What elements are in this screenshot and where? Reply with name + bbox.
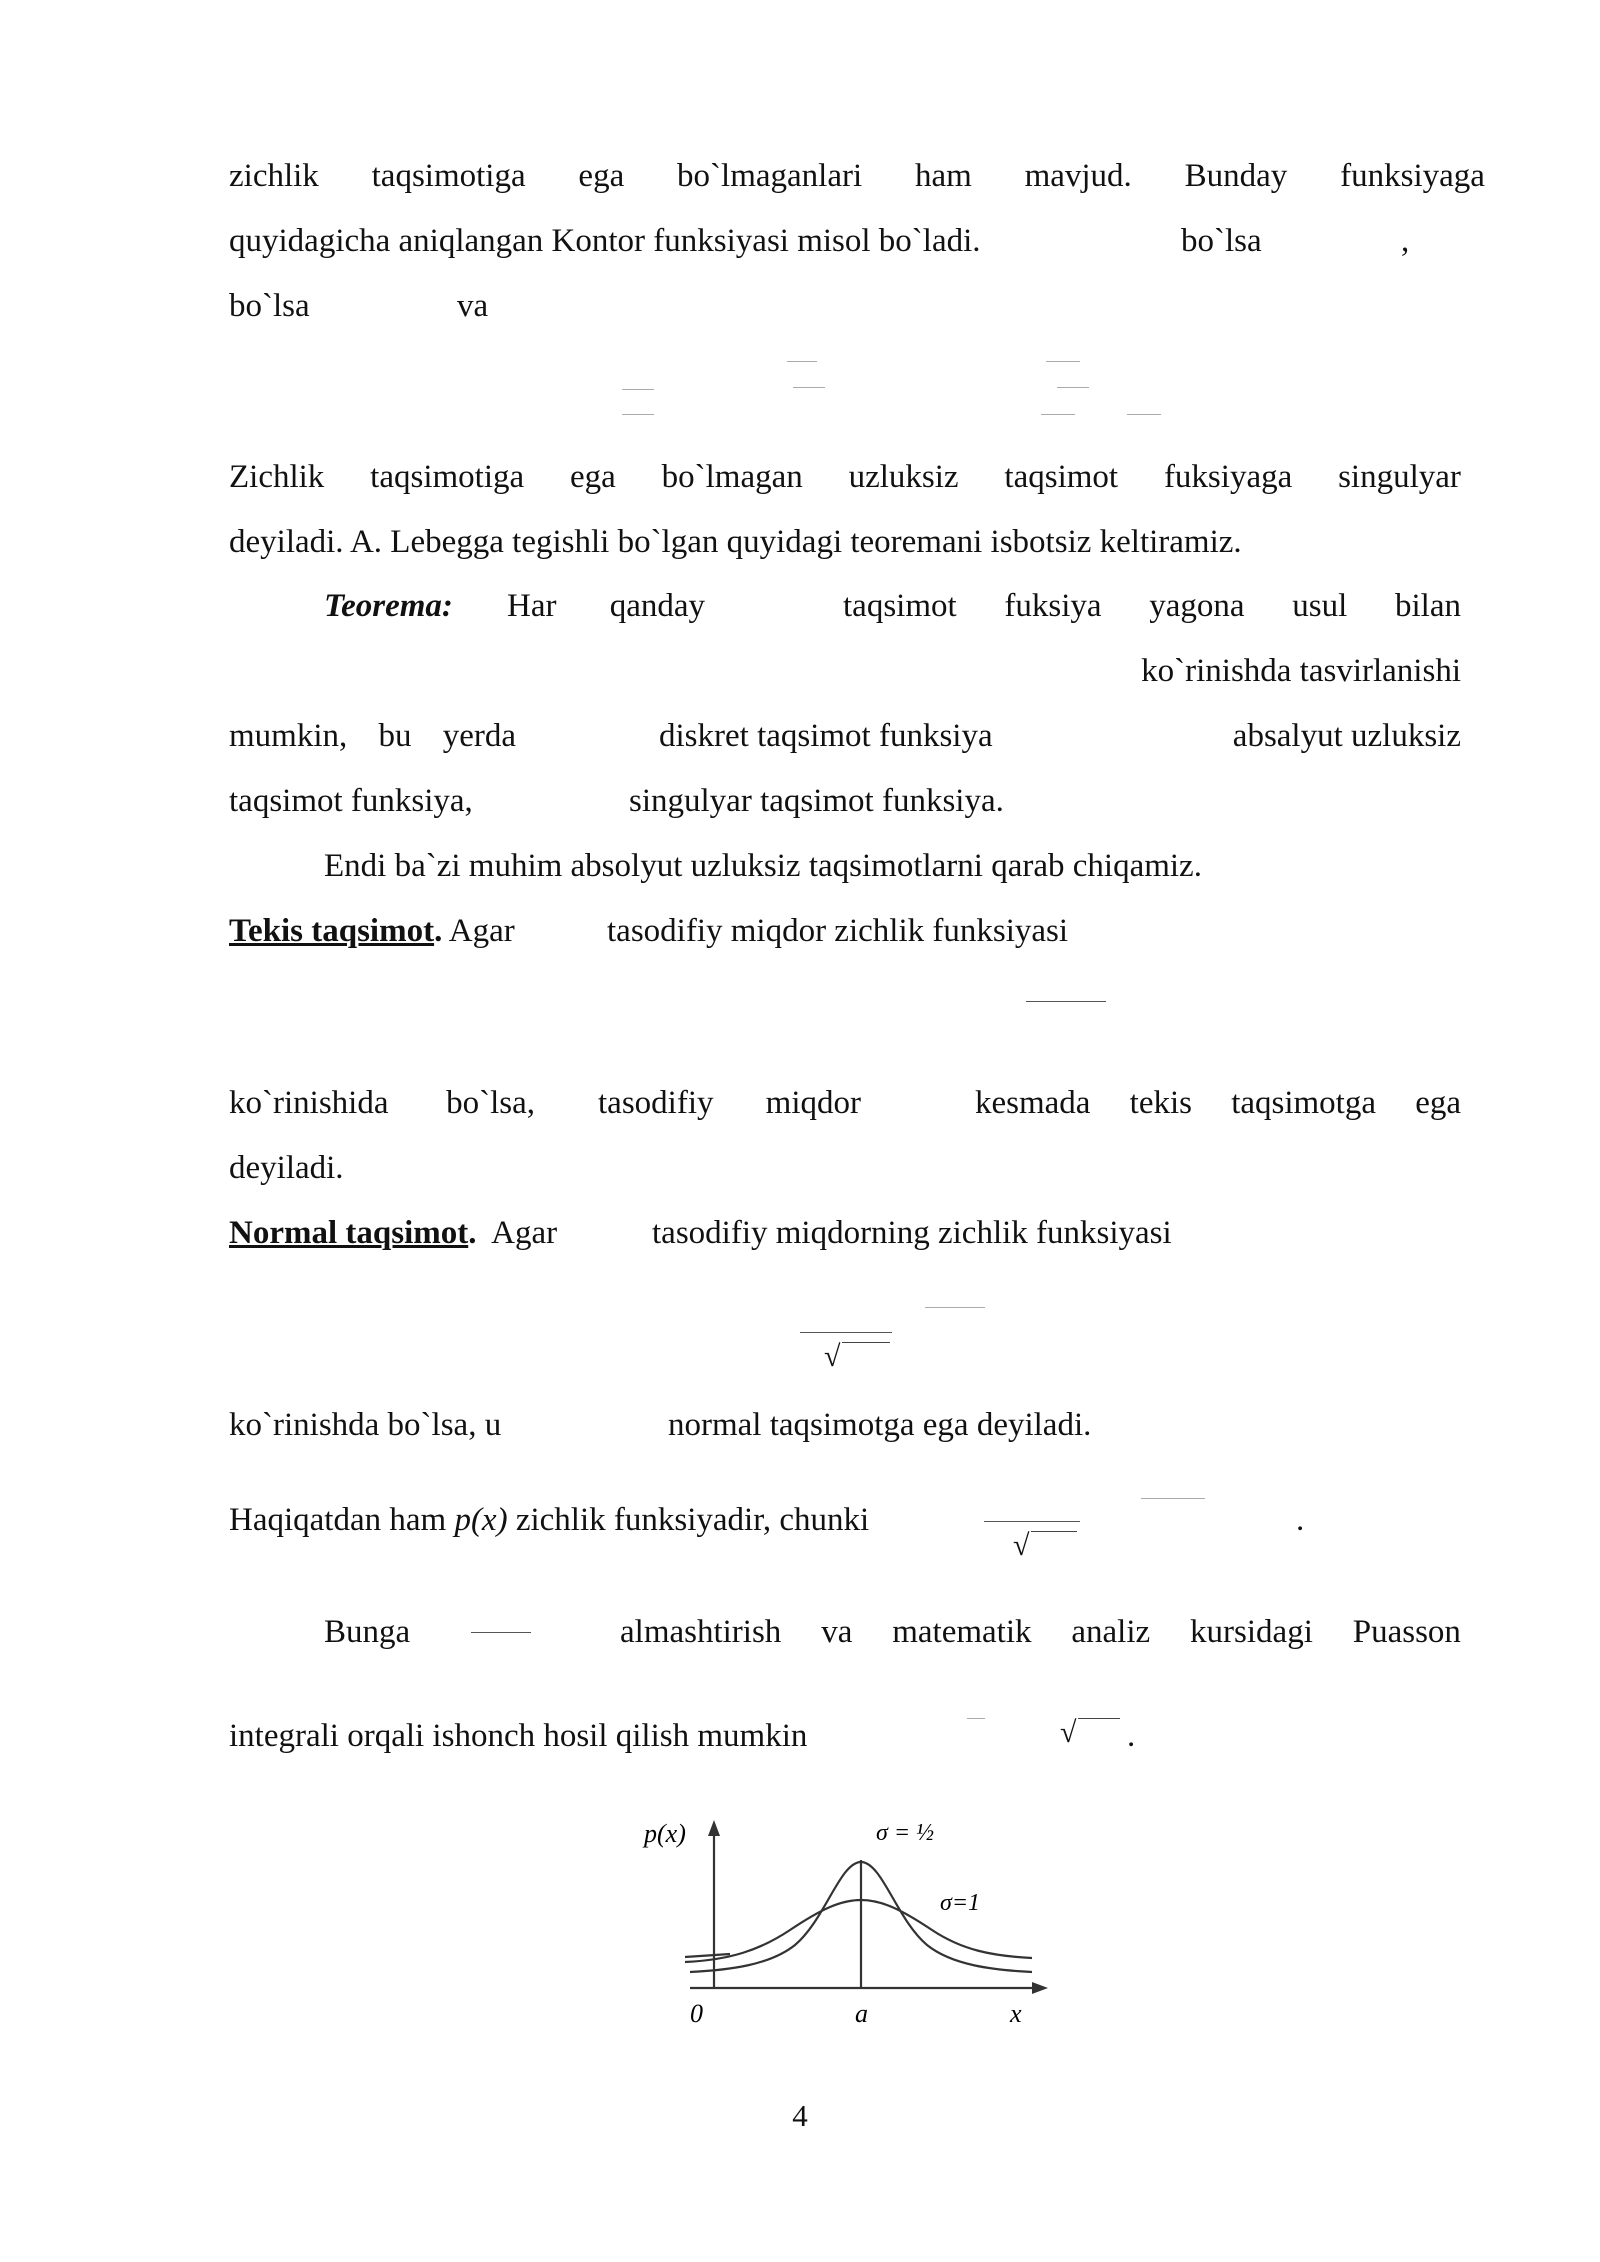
word: bo`lmaganlari	[677, 158, 863, 194]
word: bo`lmagan	[661, 459, 803, 495]
theorem-line4-b: singulyar taqsimot funksiya.	[629, 783, 1004, 819]
word: bo`lsa,	[446, 1085, 535, 1121]
page-number: 4	[792, 2098, 808, 2133]
word: usul	[1292, 588, 1348, 624]
normal-density-figure	[630, 1800, 1070, 2040]
proof-dot: .	[1296, 1502, 1305, 1538]
kontor-sentence: quyidagicha aniqlangan Kontor funksiyasi misol bo`ladi.	[229, 223, 981, 259]
heading-dot: .	[468, 1215, 477, 1251]
word: tekis	[1129, 1085, 1192, 1121]
uniform-text: tasodifiy miqdor zichlik funksiyasi	[607, 913, 1069, 949]
formula-fraction-bar	[622, 414, 654, 415]
uniform-line2-a	[229, 1083, 535, 1123]
word: almashtirish	[620, 1614, 782, 1650]
word: matematik	[892, 1614, 1032, 1650]
paragraph1-line1	[229, 156, 1485, 196]
word: zichlik	[229, 158, 319, 194]
word: kesmada	[975, 1085, 1091, 1121]
formula-fraction-bar	[1046, 361, 1080, 362]
theorem-line3-a	[229, 716, 516, 756]
va-text: va	[457, 288, 489, 324]
curve-sigma-half-label: σ = ½	[876, 1820, 935, 1846]
word: ega	[569, 459, 616, 495]
x-axis-arrow-icon	[1032, 1982, 1048, 1994]
formula-fraction-bar	[1057, 387, 1089, 388]
word: taqsimot	[1004, 459, 1119, 495]
uniform-heading-line	[229, 911, 515, 951]
substitution-fraction-bar	[471, 1632, 531, 1633]
word: Bunday	[1184, 158, 1288, 194]
word: taqsimotga	[1231, 1085, 1376, 1121]
word: ko`rinishida	[229, 1085, 389, 1121]
origin-label: 0	[690, 1999, 703, 2028]
theorem-line4-a: taqsimot funksiya,	[229, 783, 473, 819]
word: uzluksiz	[848, 459, 959, 495]
word: singulyar	[1338, 459, 1461, 495]
y-axis-arrow-icon	[708, 1820, 720, 1836]
integral-text: integrali orqali ishonch hosil qilish mumkin	[229, 1718, 808, 1754]
word: ham	[914, 158, 972, 194]
theorem-label: Teorema:	[324, 588, 453, 624]
proof-fraction-bar	[984, 1521, 1080, 1522]
x-axis-label: x	[1010, 1999, 1022, 2028]
y-axis-label: p(x)	[644, 1819, 686, 1848]
sqrt-bar	[1078, 1718, 1120, 1719]
word: Zichlik	[229, 459, 325, 495]
agar-text: Agar	[491, 1215, 558, 1251]
uniform-line2-c	[975, 1083, 1461, 1123]
theorem-absolute: absalyut uzluksiz	[1232, 718, 1461, 754]
word: yagona	[1149, 588, 1245, 624]
sqrt-icon: √	[1060, 1716, 1077, 1749]
word: miqdor	[765, 1085, 861, 1121]
normal-exponent-bar	[925, 1307, 985, 1308]
theorem-line2: ko`rinishda tasvirlanishi	[1141, 653, 1461, 689]
proof-px: p(x)	[454, 1502, 508, 1538]
uniform-formula-fraction-bar	[1026, 1001, 1106, 1002]
word: Puasson	[1352, 1614, 1461, 1650]
formula-fraction-bar	[1041, 414, 1075, 415]
word: taqsimotiga	[371, 158, 526, 194]
bolsa-text-1: bo`lsa	[1181, 223, 1262, 259]
sqrt-bar	[1031, 1531, 1077, 1532]
uniform-line2-b	[598, 1083, 861, 1123]
integral-dot: .	[1127, 1718, 1136, 1754]
word: mavjud.	[1024, 158, 1132, 194]
word: tasodifiy	[598, 1085, 714, 1121]
theorem-line1-b	[843, 586, 1461, 626]
curve-tail	[685, 1954, 730, 1957]
word: fuksiyaga	[1163, 459, 1293, 495]
integral-exponent-bar	[967, 1718, 985, 1719]
word: funksiyaga	[1340, 158, 1485, 194]
lebesgue-sentence: deyiladi. A. Lebegga tegishli bo`lgan quyidagi teoremani isbotsiz keltiramiz.	[229, 524, 1242, 560]
word: yerda	[442, 718, 516, 754]
mean-label: a	[855, 1999, 868, 2028]
normal-line2-a: ko`rinishda bo`lsa, u	[229, 1407, 502, 1443]
paragraph2-line1	[229, 457, 1461, 497]
formula-fraction-bar	[787, 361, 817, 362]
bunga-text: Bunga	[324, 1614, 411, 1650]
theorem-discrete: diskret taqsimot funksiya	[659, 718, 993, 754]
word: mumkin,	[229, 718, 348, 754]
normal-fraction-bar	[800, 1332, 892, 1333]
sqrt-icon: √	[824, 1340, 841, 1373]
formula-fraction-bar	[1127, 414, 1161, 415]
formula-fraction-bar	[622, 389, 654, 390]
proof-text-a: Haqiqatdan ham	[229, 1502, 455, 1538]
word: qanday	[609, 588, 705, 624]
uniform-line3: deyiladi.	[229, 1150, 344, 1186]
proof-line	[229, 1500, 869, 1540]
sqrt-icon: √	[1013, 1529, 1030, 1562]
intro-line: Endi ba`zi muhim absolyut uzluksiz taqsimotlarni qarab chiqamiz.	[324, 848, 1202, 884]
theorem-line1-a	[507, 586, 705, 626]
word: taqsimotiga	[370, 459, 525, 495]
formula-fraction-bar	[793, 387, 825, 388]
word: fuksiya	[1004, 588, 1102, 624]
word: bilan	[1395, 588, 1461, 624]
sqrt-bar	[842, 1342, 890, 1343]
comma-text: ,	[1401, 223, 1410, 259]
proof-text-b: zichlik funksiyadir, chunki	[507, 1502, 870, 1538]
paragraph1-line2	[229, 221, 1461, 261]
word: ega	[578, 158, 625, 194]
curve-sigma-one-label: σ=1	[940, 1890, 981, 1916]
proof-exponent-bar	[1141, 1498, 1205, 1499]
word: taqsimot	[843, 588, 957, 624]
bunga-rest	[620, 1612, 1461, 1652]
word: kursidagi	[1190, 1614, 1313, 1650]
word: bu	[378, 718, 412, 754]
agar-text: Agar	[448, 913, 515, 949]
bolsa-text-2: bo`lsa	[229, 288, 310, 324]
word: va	[821, 1614, 853, 1650]
paragraph2-line2	[229, 522, 1461, 562]
word: ega	[1415, 1085, 1461, 1121]
uniform-heading: Tekis taqsimot	[229, 913, 435, 949]
heading-dot: .	[434, 913, 443, 949]
word: Har	[507, 588, 557, 624]
word: analiz	[1071, 1614, 1151, 1650]
normal-heading-line	[229, 1213, 557, 1253]
normal-line2-b: normal taqsimotga ega deyiladi.	[668, 1407, 1092, 1443]
normal-text: tasodifiy miqdorning zichlik funksiyasi	[652, 1215, 1172, 1251]
normal-heading: Normal taqsimot	[229, 1215, 469, 1251]
